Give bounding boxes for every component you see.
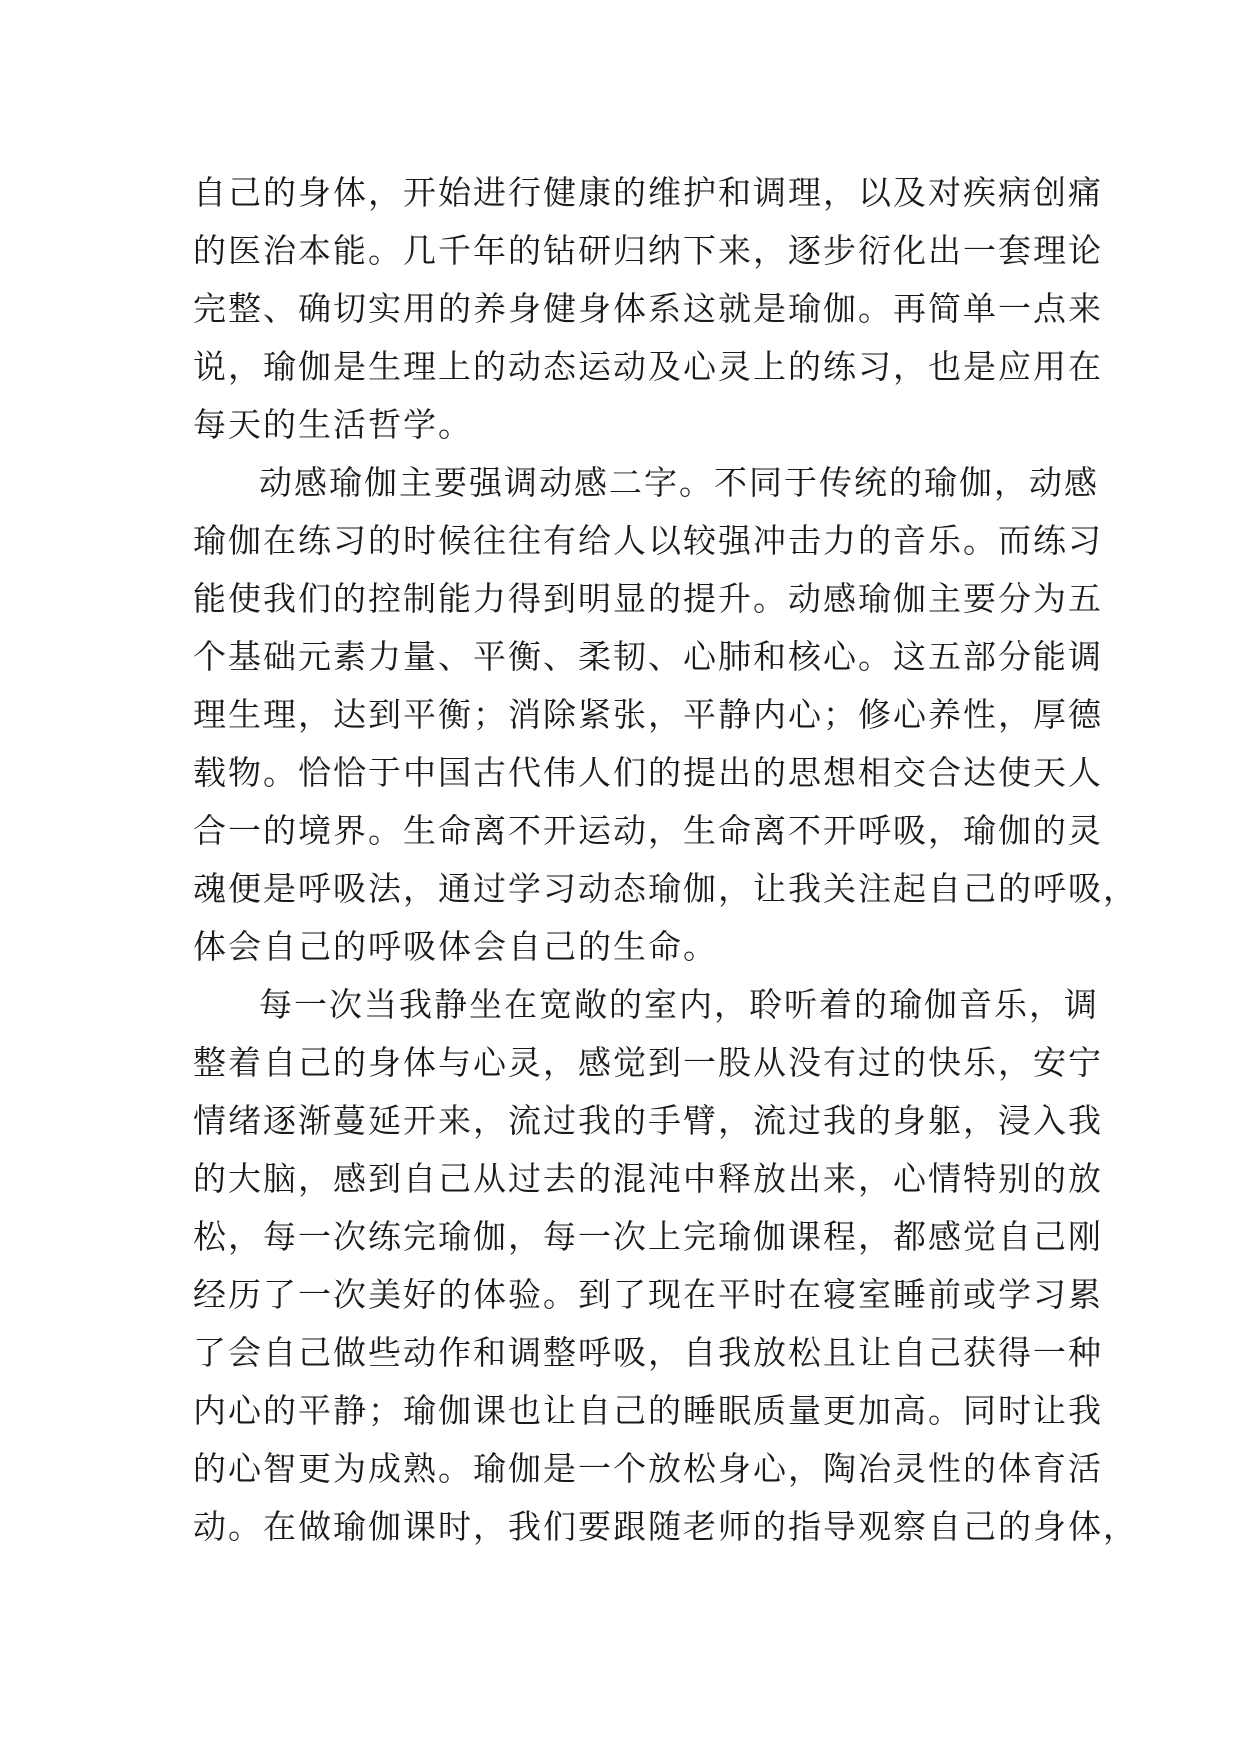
text-line: 经历了一次美好的体验。到了现在平时在寝室睡前或学习累 [193,1275,1103,1314]
text-line: 体会自己的呼吸体会自己的生命。 [193,927,718,966]
text-line: 的大脑，感到自己从过去的混沌中释放出来，心情特别的放 [193,1159,1103,1198]
text-line: 松，每一次练完瑜伽，每一次上完瑜伽课程，都感觉自己刚 [193,1217,1103,1256]
text-line: 载物。恰恰于中国古代伟人们的提出的思想相交合达使天人 [193,753,1103,792]
paragraph-3 [193,976,1138,1556]
text-line: 个基础元素力量、平衡、柔韧、心肺和核心。这五部分能调 [193,637,1103,676]
text-line: 说，瑜伽是生理上的动态运动及心灵上的练习，也是应用在 [193,347,1103,386]
text-line: 瑜伽在练习的时候往往有给人以较强冲击力的音乐。而练习 [193,521,1103,560]
text-line: 整着自己的身体与心灵，感觉到一股从没有过的快乐，安宁 [193,1043,1103,1082]
text-line: 每一次当我静坐在宽敞的室内，聆听着的瑜伽音乐，调 [259,985,1099,1024]
text-line: 内心的平静；瑜伽课也让自己的睡眠质量更加高。同时让我 [193,1391,1103,1430]
text-line: 动感瑜伽主要强调动感二字。不同于传统的瑜伽，动感 [259,463,1099,502]
text-line: 情绪逐渐蔓延开来，流过我的手臂，流过我的身躯，浸入我 [193,1101,1103,1140]
text-line: 自己的身体，开始进行健康的维护和调理，以及对疾病创痛 [193,173,1103,212]
text-line: 的心智更为成熟。瑜伽是一个放松身心，陶冶灵性的体育活 [193,1449,1103,1488]
paragraph-2 [193,454,1138,976]
document-body [193,164,1138,1556]
text-line: 合一的境界。生命离不开运动，生命离不开呼吸，瑜伽的灵 [193,811,1103,850]
paragraph-1 [193,164,1103,454]
text-line: 理生理，达到平衡；消除紧张，平静内心；修心养性，厚德 [193,695,1103,734]
text-line: 每天的生活哲学。 [193,405,473,444]
text-line: 动。在做瑜伽课时，我们要跟随老师的指导观察自己的身体， [193,1507,1138,1546]
text-line: 魂便是呼吸法，通过学习动态瑜伽，让我关注起自己的呼吸， [193,869,1138,908]
text-line: 能使我们的控制能力得到明显的提升。动感瑜伽主要分为五 [193,579,1103,618]
text-line: 完整、确切实用的养身健身体系这就是瑜伽。再简单一点来 [193,289,1103,328]
text-line: 了会自己做些动作和调整呼吸，自我放松且让自己获得一种 [193,1333,1103,1372]
text-line: 的医治本能。几千年的钻研归纳下来，逐步衍化出一套理论 [193,231,1103,270]
